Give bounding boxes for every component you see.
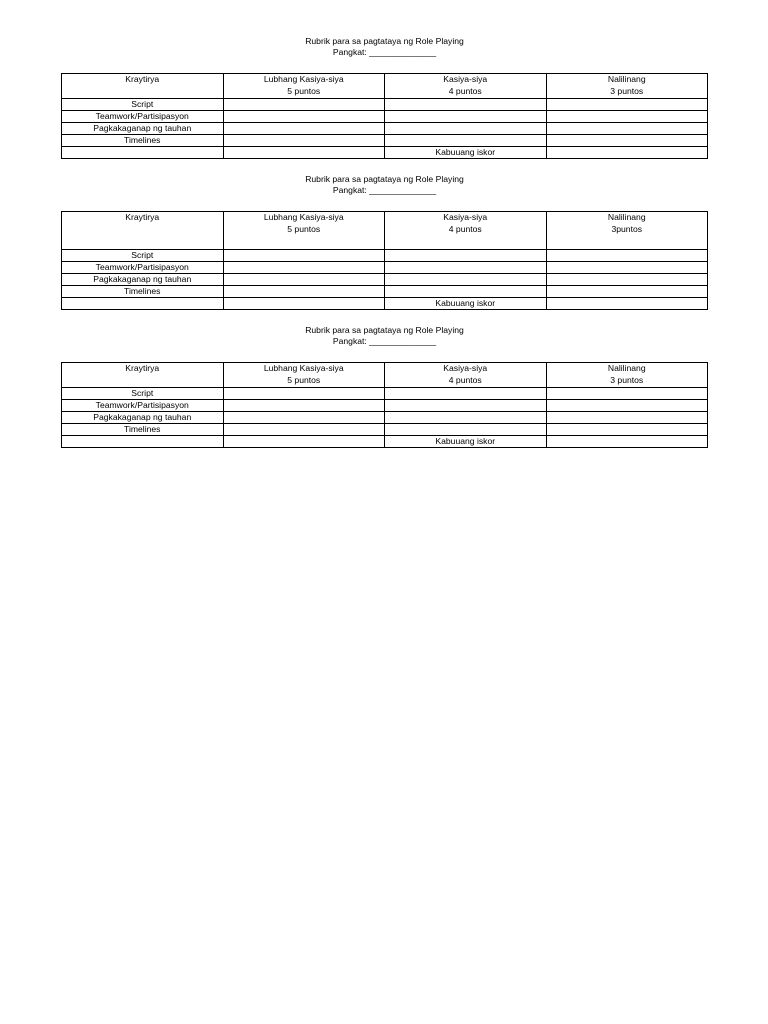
score-cell <box>223 388 385 400</box>
table-row <box>62 388 708 400</box>
score-cell <box>385 388 547 400</box>
score-cell <box>546 262 708 274</box>
group-label: Pangkat: ______________ <box>332 47 437 57</box>
total-label: Kabuuang iskor <box>385 298 547 310</box>
score-cell <box>385 400 547 412</box>
score-cell <box>385 99 547 111</box>
total-score-cell <box>546 147 708 159</box>
criterion-label: Pagkakaganap ng tauhan <box>62 412 224 424</box>
table-row <box>62 286 708 298</box>
score-cell <box>223 298 385 310</box>
score-cell <box>223 135 385 147</box>
criterion-label <box>62 298 224 310</box>
table-row <box>62 412 708 424</box>
criterion-label: Script <box>62 388 224 400</box>
total-label: Kabuuang iskor <box>385 147 547 159</box>
group-label: Pangkat: ______________ <box>332 336 437 346</box>
table-row <box>62 262 708 274</box>
total-row <box>62 298 708 310</box>
score-cell <box>223 424 385 436</box>
score-cell <box>223 436 385 448</box>
table-row <box>62 274 708 286</box>
score-cell <box>385 274 547 286</box>
table-row <box>62 123 708 135</box>
rubric-title: Rubrik para sa pagtataya ng Role Playing <box>305 36 464 46</box>
score-cell <box>546 250 708 262</box>
score-cell <box>223 99 385 111</box>
score-cell <box>223 262 385 274</box>
criterion-label: Timelines <box>62 424 224 436</box>
score-cell <box>546 400 708 412</box>
score-cell <box>385 286 547 298</box>
score-cell <box>385 262 547 274</box>
table-row <box>62 250 708 262</box>
score-cell <box>385 135 547 147</box>
criterion-label <box>62 436 224 448</box>
header-good: Kasiya-siya 4 puntos <box>385 212 547 250</box>
score-cell <box>223 274 385 286</box>
header-criteria: Kraytirya <box>62 74 224 99</box>
score-cell <box>223 250 385 262</box>
criterion-label: Teamwork/Partisipasyon <box>62 400 224 412</box>
rubric-title: Rubrik para sa pagtataya ng Role Playing <box>305 325 464 335</box>
score-cell <box>223 400 385 412</box>
score-cell <box>385 111 547 123</box>
criterion-label: Teamwork/Partisipasyon <box>62 111 224 123</box>
header-criteria: Kraytirya <box>62 212 224 250</box>
total-row <box>62 436 708 448</box>
score-cell <box>546 412 708 424</box>
table-row <box>62 135 708 147</box>
score-cell <box>546 286 708 298</box>
score-cell <box>385 123 547 135</box>
score-cell <box>546 123 708 135</box>
header-excellent: Lubhang Kasiya-siya 5 puntos <box>223 74 385 99</box>
score-cell <box>223 147 385 159</box>
table-row <box>62 99 708 111</box>
score-cell <box>223 111 385 123</box>
header-row <box>62 74 708 99</box>
total-label: Kabuuang iskor <box>385 436 547 448</box>
header-developing: Nalilinang 3puntos <box>546 212 708 250</box>
criterion-label: Script <box>62 250 224 262</box>
total-score-cell <box>546 436 708 448</box>
rubric-title: Rubrik para sa pagtataya ng Role Playing <box>305 174 464 184</box>
table-row <box>62 424 708 436</box>
header-row <box>62 212 708 250</box>
score-cell <box>546 274 708 286</box>
criterion-label: Timelines <box>62 286 224 298</box>
score-cell <box>546 388 708 400</box>
score-cell <box>546 135 708 147</box>
score-cell <box>546 111 708 123</box>
criterion-label: Timelines <box>62 135 224 147</box>
total-row <box>62 147 708 159</box>
score-cell <box>546 424 708 436</box>
total-score-cell <box>546 298 708 310</box>
score-cell <box>223 286 385 298</box>
criterion-label: Teamwork/Partisipasyon <box>62 262 224 274</box>
criterion-label: Pagkakaganap ng tauhan <box>62 123 224 135</box>
criterion-label: Pagkakaganap ng tauhan <box>62 274 224 286</box>
header-developing: Nalilinang 3 puntos <box>546 363 708 388</box>
group-label: Pangkat: ______________ <box>332 185 437 195</box>
header-developing: Nalilinang 3 puntos <box>546 74 708 99</box>
score-cell <box>385 424 547 436</box>
criterion-label: Script <box>62 99 224 111</box>
table-row <box>62 400 708 412</box>
score-cell <box>385 412 547 424</box>
score-cell <box>385 250 547 262</box>
rubric-table <box>61 73 708 159</box>
header-excellent: Lubhang Kasiya-siya 5 puntos <box>223 363 385 388</box>
header-row <box>62 363 708 388</box>
score-cell <box>546 99 708 111</box>
rubric-table <box>61 362 708 448</box>
table-row <box>62 111 708 123</box>
rubric-table <box>61 211 708 310</box>
header-excellent: Lubhang Kasiya-siya 5 puntos <box>223 212 385 250</box>
criterion-label <box>62 147 224 159</box>
score-cell <box>223 412 385 424</box>
header-good: Kasiya-siya 4 puntos <box>385 363 547 388</box>
header-good: Kasiya-siya 4 puntos <box>385 74 547 99</box>
score-cell <box>223 123 385 135</box>
header-criteria: Kraytirya <box>62 363 224 388</box>
